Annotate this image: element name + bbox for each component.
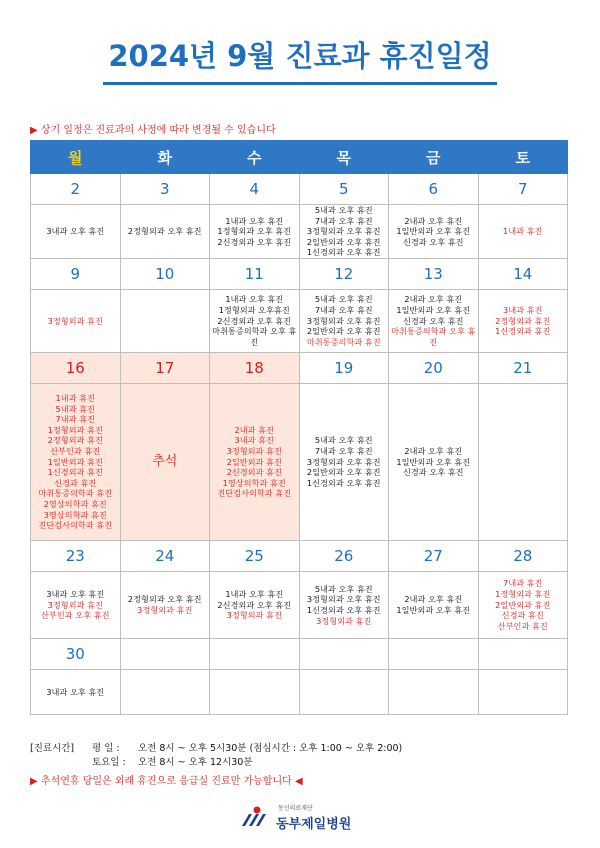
closure-entry: 1신경외과 휴진 <box>47 467 103 478</box>
schedule-cell <box>120 289 210 352</box>
date-cell: 13 <box>389 258 479 289</box>
weekday-label: 평 일 : <box>92 743 120 754</box>
saturday-hours: 오전 8시 ~ 오후 12시30분 <box>138 757 253 768</box>
closure-entry: 5내과 오후 휴진 <box>314 294 373 305</box>
schedule-cell <box>210 205 300 259</box>
closure-entry: 3정형외과 휴진 <box>226 610 282 621</box>
closure-entry: 신경과 오후 휴진 <box>402 315 464 326</box>
schedule-cell <box>210 289 300 352</box>
closure-entry: 2일반외과 오후 휴진 <box>306 326 381 337</box>
schedule-cell <box>389 205 479 259</box>
closure-entry: 5내과 오후 휴진 <box>314 205 373 215</box>
closure-entry: 1신경외과 오후 휴진 <box>306 604 381 615</box>
closure-entry: 마취통증의학과 휴진 <box>38 488 113 499</box>
closure-entry: 신경과 휴진 <box>54 477 97 488</box>
saturday-label: 토요일 : <box>92 757 126 768</box>
closure-entry: 5내과 오후 휴진 <box>314 435 373 446</box>
hospital-name: 동부제일병원 <box>276 817 352 832</box>
date-cell: 3 <box>120 174 210 205</box>
closure-entry: 7내과 오후 휴진 <box>314 305 373 316</box>
schedule-row <box>31 205 568 259</box>
closure-entry: 1내과 휴진 <box>503 226 543 237</box>
date-cell <box>389 638 479 669</box>
schedule-cell <box>31 669 121 714</box>
date-cell <box>478 638 568 669</box>
closure-entry: 2내과 오후 휴진 <box>404 294 463 305</box>
closure-entry: 1내과 휴진 <box>55 393 95 404</box>
closure-entry: 3정형외과 휴진 <box>47 315 103 326</box>
schedule-cell <box>478 571 568 638</box>
weekday-hours-row <box>30 742 402 756</box>
schedule-cell <box>210 669 300 714</box>
date-row <box>31 638 568 669</box>
closure-entry: 3정형외과 휴진 <box>226 446 282 457</box>
date-cell: 14 <box>478 258 568 289</box>
closure-entry: 2정형외과 오후 휴진 <box>127 226 202 237</box>
foundation-name: 동신의료재단 <box>278 805 313 812</box>
closure-entry: 1정형외과 오후 휴진 <box>217 226 292 237</box>
clinic-hours <box>30 742 402 770</box>
closure-entry: 2일반외과 휴진 <box>495 599 551 610</box>
date-cell: 19 <box>299 352 389 383</box>
weekday-header-row <box>31 141 568 174</box>
date-cell: 27 <box>389 540 479 571</box>
closure-entry: 1일반외과 오후 휴진 <box>396 305 471 316</box>
schedule-cell <box>31 289 121 352</box>
date-cell: 21 <box>478 352 568 383</box>
schedule-cell <box>210 383 300 540</box>
closure-entry: 산부인과 휴진 <box>497 620 548 631</box>
date-cell: 25 <box>210 540 300 571</box>
closure-entry: 1일반외과 오후 휴진 <box>396 226 471 237</box>
schedule-cell <box>120 571 210 638</box>
date-cell: 5 <box>299 174 389 205</box>
chuseok-warning: ▶ 추석연휴 당일은 외래 휴진으로 응급실 진료만 가능합니다 ◀ <box>30 776 303 787</box>
closure-entry: 5내과 오후 휴진 <box>314 583 373 594</box>
schedule-cell <box>31 205 121 259</box>
closure-entry: 1신경외과 오후 휴진 <box>306 477 381 488</box>
schedule-cell <box>478 383 568 540</box>
closure-entry: 산부인과 휴진 <box>50 446 101 457</box>
closure-entry: 신경과 오후 휴진 <box>402 236 464 247</box>
weekday-fri: 금 <box>389 141 479 174</box>
date-cell: 4 <box>210 174 300 205</box>
closure-entry: 1내과 오후 휴진 <box>225 294 284 305</box>
closure-entry: 3정형외과 휴진 <box>47 599 103 610</box>
date-cell: 18 <box>210 352 300 383</box>
date-cell: 2 <box>31 174 121 205</box>
change-notice: ▶ 상기 일정은 진료과의 사정에 따라 변경될 수 있습니다 <box>30 125 276 136</box>
date-cell: 10 <box>120 258 210 289</box>
closure-entry: 진단검사의학과 휴진 <box>38 520 113 531</box>
date-cell <box>299 638 389 669</box>
weekday-thu: 목 <box>299 141 389 174</box>
date-cell: 17 <box>120 352 210 383</box>
schedule-cell <box>478 205 568 259</box>
schedule-row <box>31 571 568 638</box>
closure-entry: 2영상의학과 휴진 <box>43 499 107 510</box>
closure-entry: 2일반외과 오후 휴진 <box>306 236 381 247</box>
closure-entry: 3정형외과 오후 휴진 <box>306 456 381 467</box>
weekday-tue: 화 <box>120 141 210 174</box>
closure-entry: 2정형외과 오후 휴진 <box>127 594 202 605</box>
date-cell: 23 <box>31 540 121 571</box>
closure-entry: 7내과 오후 휴진 <box>314 446 373 457</box>
closure-entry: 2내과 휴진 <box>234 424 274 435</box>
schedule-cell <box>389 383 479 540</box>
closure-entry: 3정형외과 휴진 <box>316 615 372 626</box>
schedule-cell <box>120 383 210 540</box>
schedule-cell <box>299 669 389 714</box>
date-cell <box>120 638 210 669</box>
closure-entry: 3내과 휴진 <box>234 435 274 446</box>
hours-label: [진료시간] <box>30 743 75 754</box>
closure-entry: 5내과 휴진 <box>55 403 95 414</box>
closure-entry: 1영상의학과 휴진 <box>222 477 286 488</box>
date-row <box>31 174 568 205</box>
date-cell: 28 <box>478 540 568 571</box>
weekday-hours: 오전 8시 ~ 오후 5시30분 (점심시간 : 오후 1:00 ~ 오후 2:00) <box>138 743 403 754</box>
closure-entry: 1정형외과 휴진 <box>47 424 103 435</box>
closure-entry: 2신경외과 오후 휴진 <box>217 599 292 610</box>
closure-entry: 1내과 오후 휴진 <box>225 215 284 226</box>
weekday-wed: 수 <box>210 141 300 174</box>
page-title: 2024년 9월 진료과 휴진일정 <box>108 39 492 73</box>
closure-entry: 2내과 오후 휴진 <box>404 446 463 457</box>
date-row <box>31 258 568 289</box>
closure-entry: 3내과 오후 휴진 <box>46 226 105 237</box>
date-cell: 20 <box>389 352 479 383</box>
schedule-cell <box>31 571 121 638</box>
closure-entry: 3정형외과 휴진 <box>137 604 193 615</box>
schedule-cell <box>389 289 479 352</box>
schedule-row <box>31 289 568 352</box>
closure-entry: 2신경외과 오후 휴진 <box>217 236 292 247</box>
closure-entry: 1일반외과 오후 휴진 <box>396 604 471 615</box>
closure-entry: 2신경외과 휴진 <box>226 467 282 478</box>
schedule-cell <box>478 669 568 714</box>
closure-entry: 마취통증의학과 오후 휴진 <box>391 326 476 347</box>
closure-entry: 마취통증의학과 오후 휴진 <box>212 326 297 347</box>
closure-entry: 1일반외과 휴진 <box>47 456 103 467</box>
schedule-cell <box>299 289 389 352</box>
closure-entry: 2정형외과 휴진 <box>47 435 103 446</box>
closure-entry: 3정형외과 오후 휴진 <box>306 594 381 605</box>
closure-entry: 신경과 오후 휴진 <box>402 467 464 478</box>
schedule-cell <box>389 571 479 638</box>
schedule-cell <box>210 571 300 638</box>
schedule-cell <box>120 669 210 714</box>
date-cell: 24 <box>120 540 210 571</box>
date-cell: 12 <box>299 258 389 289</box>
closure-entry: 3정형외과 오후 휴진 <box>306 315 381 326</box>
date-cell: 26 <box>299 540 389 571</box>
closure-entry: 산부인과 오후 휴진 <box>41 610 110 621</box>
date-cell: 16 <box>31 352 121 383</box>
closure-entry: 2내과 오후 휴진 <box>404 594 463 605</box>
schedule-row <box>31 669 568 714</box>
holiday-label: 추석 <box>152 453 178 469</box>
closure-entry: 1내과 오후 휴진 <box>225 589 284 600</box>
date-cell <box>210 638 300 669</box>
schedule-cell <box>389 669 479 714</box>
saturday-hours-row <box>30 756 402 770</box>
weekday-mon: 월 <box>31 141 121 174</box>
hospital-logo-icon <box>240 806 272 828</box>
schedule-row <box>31 383 568 540</box>
closure-entry: 진단검사의학과 휴진 <box>217 488 292 499</box>
date-cell: 7 <box>478 174 568 205</box>
schedule-cell <box>478 289 568 352</box>
closure-entry: 7내과 휴진 <box>503 578 543 589</box>
closure-entry: 1신경외과 오후 휴진 <box>306 247 381 258</box>
closure-entry: 3영상의학과 휴진 <box>43 509 107 520</box>
closure-entry: 2정형외과 휴진 <box>495 315 551 326</box>
closure-entry: 1신경외과 휴진 <box>495 326 551 337</box>
closure-entry: 7내과 오후 휴진 <box>314 215 373 226</box>
closure-entry: 3내과 오후 휴진 <box>46 589 105 600</box>
closure-entry: 3내과 오후 휴진 <box>46 686 105 697</box>
closure-entry: 2내과 오후 휴진 <box>404 215 463 226</box>
date-cell: 9 <box>31 258 121 289</box>
schedule-cell <box>299 571 389 638</box>
closure-entry: 2일반외과 휴진 <box>226 456 282 467</box>
schedule-cell <box>120 205 210 259</box>
closure-entry: 3내과 휴진 <box>503 305 543 316</box>
schedule-cell <box>299 383 389 540</box>
schedule-calendar <box>30 140 568 715</box>
date-cell: 6 <box>389 174 479 205</box>
date-row <box>31 352 568 383</box>
closure-entry: 1일반외과 오후 휴진 <box>396 456 471 467</box>
closure-entry: 1정형외과 오후휴진 <box>218 305 290 316</box>
date-cell: 30 <box>31 638 121 669</box>
closure-entry: 마취통증의학과 휴진 <box>306 336 381 347</box>
closure-entry: 신경과 휴진 <box>501 610 544 621</box>
weekday-sat: 토 <box>478 141 568 174</box>
title-underline <box>103 82 497 85</box>
date-row <box>31 540 568 571</box>
schedule-cell <box>31 383 121 540</box>
closure-entry: 2일반외과 오후 휴진 <box>306 467 381 478</box>
closure-entry: 3정형외과 오후 휴진 <box>306 226 381 237</box>
closure-entry: 1정형외과 휴진 <box>495 589 551 600</box>
closure-entry: 7내과 휴진 <box>55 414 95 425</box>
date-cell: 11 <box>210 258 300 289</box>
schedule-cell <box>299 205 389 259</box>
closure-entry: 2신경외과 오후 휴진 <box>217 315 292 326</box>
